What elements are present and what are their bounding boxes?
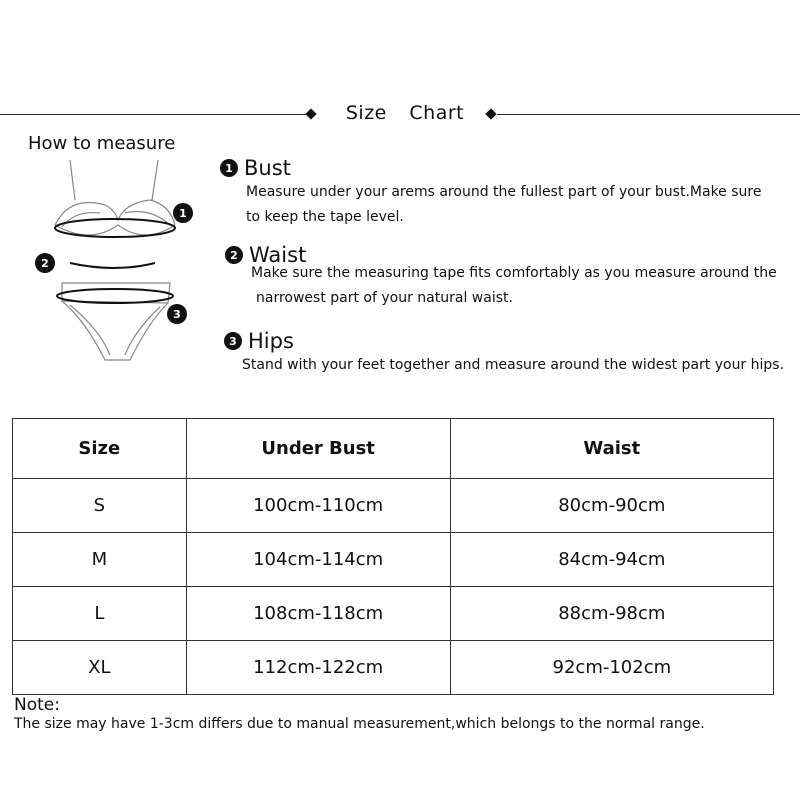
cell-size: M: [13, 533, 187, 587]
measure-name: Hips: [248, 329, 294, 353]
svg-text:1: 1: [179, 207, 187, 220]
cell-size: S: [13, 479, 187, 533]
note-text: The size may have 1-3cm differs due to manual measurement,which belongs to the normal range.: [14, 716, 705, 732]
measure-desc-line: Measure under your arems around the fullest part of your bust.Make sure: [246, 184, 762, 200]
title-rule-left: [0, 114, 306, 115]
cell-waist: 84cm-94cm: [450, 533, 773, 587]
how-to-measure-heading: How to measure: [28, 133, 176, 154]
column-header-under-bust: Under Bust: [186, 419, 450, 479]
cell-waist: 88cm-98cm: [450, 587, 773, 641]
number-3-icon: 3: [224, 332, 242, 350]
table-header-row: [13, 419, 774, 479]
cell-size: XL: [13, 641, 187, 695]
measure-name: Waist: [249, 243, 307, 267]
cell-waist: 80cm-90cm: [450, 479, 773, 533]
number-2-icon: 2: [225, 246, 243, 264]
note-heading: Note:: [14, 695, 60, 715]
table-row: [13, 479, 774, 533]
cell-under-bust: 112cm-122cm: [186, 641, 450, 695]
column-header-size: Size: [13, 419, 187, 479]
bikini-illustration: [30, 155, 205, 370]
measure-desc-line: narrowest part of your natural waist.: [256, 290, 513, 306]
svg-text:2: 2: [41, 257, 49, 270]
measure-desc-line: to keep the tape level.: [246, 209, 404, 225]
measure-bust: [220, 156, 761, 230]
measure-waist: [225, 243, 777, 311]
cell-under-bust: 108cm-118cm: [186, 587, 450, 641]
number-1-icon: 1: [220, 159, 238, 177]
measure-name: Bust: [244, 156, 291, 180]
cell-under-bust: 104cm-114cm: [186, 533, 450, 587]
svg-text:3: 3: [173, 308, 181, 321]
measure-hips: [224, 329, 784, 378]
cell-size: L: [13, 587, 187, 641]
table-row: [13, 533, 774, 587]
cell-waist: 92cm-102cm: [450, 641, 773, 695]
table-row: [13, 641, 774, 695]
measure-desc-line: Make sure the measuring tape fits comfortably as you measure around the: [251, 265, 777, 281]
size-table: [12, 418, 774, 695]
table-row: [13, 587, 774, 641]
column-header-waist: Waist: [450, 419, 773, 479]
title-rule-right: [497, 114, 800, 115]
measure-desc-line: Stand with your feet together and measure around the widest part your hips.: [242, 357, 785, 373]
diamond-left-icon: [305, 108, 316, 119]
cell-under-bust: 100cm-110cm: [186, 479, 450, 533]
page-title: Size Chart: [345, 102, 465, 124]
